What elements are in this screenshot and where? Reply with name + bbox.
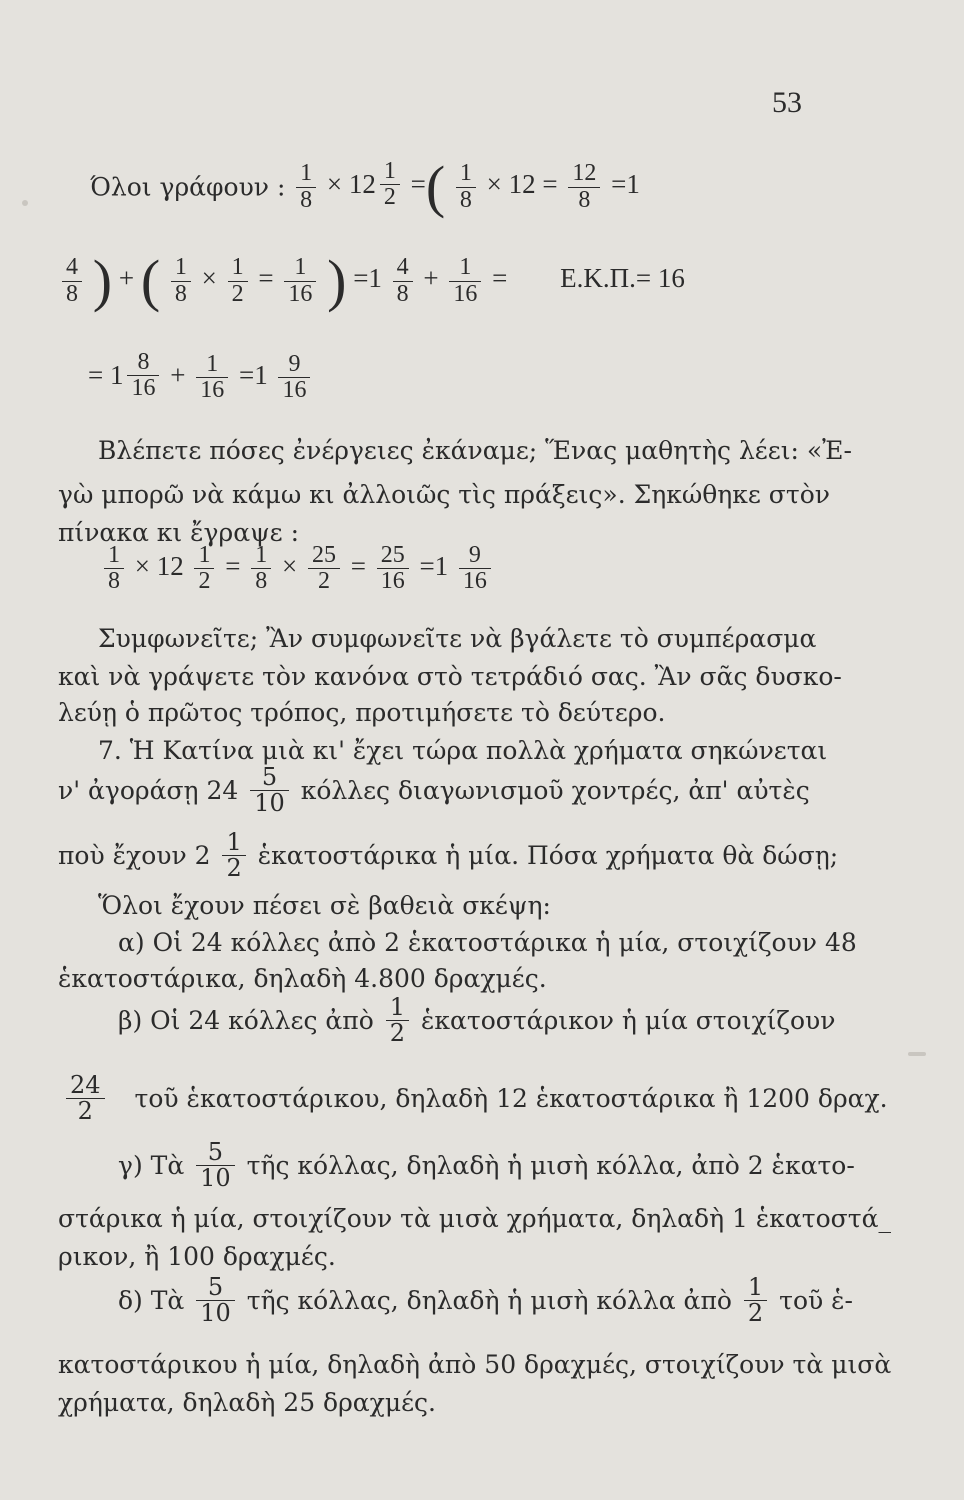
text-line: ν' ἀγοράσῃ 24 $\frac{5}{10}$ κόλλες διαγωνισμοῦ χοντρές, ἀπ' αὐτὲς bbox=[58, 763, 810, 818]
text-line: λεύῃ ὁ πρῶτος τρόπος, προτιμήσετε τὸ δεύτερο. bbox=[58, 698, 666, 727]
mixed-number: 12 1 2 bbox=[349, 159, 404, 210]
text-line: Βλέπετε πόσες ἐνέργειες ἐκάναμε; Ἕνας μαθητὴς λέει: «Ἐ- bbox=[98, 436, 852, 465]
fraction: $\frac{1}{2}$ bbox=[228, 255, 248, 306]
equation-3: = 1 8 16 + $\frac{1}{16}$ =1 $\frac{9}{16}$ bbox=[88, 350, 314, 404]
page-number: 53 bbox=[772, 86, 802, 119]
fraction: $\frac{12}{8}$ bbox=[568, 161, 600, 212]
fraction: $\frac{25}{16}$ bbox=[377, 543, 409, 594]
fraction: $\frac{1}{8}$ bbox=[104, 543, 124, 594]
text-line: χρήματα, δηλαδὴ 25 δραχμές. bbox=[58, 1388, 436, 1417]
fraction: $\frac{5}{10}$ bbox=[250, 765, 289, 816]
text-line: στάρικα ἡ μία, στοιχίζουν τὰ μισὰ χρήματα, δηλαδὴ 1 ἑκατοστά_ bbox=[58, 1204, 891, 1233]
equation-1: Όλοι γράφουν : $\frac{1}{8}$ × 12 1 2 =( $\frac{1}{8}$ × 12 = $\frac{12}{8}$ =1 bbox=[90, 154, 640, 219]
fraction: $\frac{1}{8}$ bbox=[296, 161, 316, 212]
fraction: $\frac{24}{2}$ bbox=[66, 1073, 105, 1124]
text-line: πίνακα κι ἔγραψε : bbox=[58, 518, 300, 547]
fraction: $\frac{1}{2}$ bbox=[222, 830, 245, 881]
fraction: $\frac{1}{8}$ bbox=[456, 161, 476, 212]
text-line: β) Οἱ 24 κόλλες ἀπὸ $\frac{1}{2}$ ἑκατοστάρικον ἡ μία στοιχίζουν bbox=[118, 993, 836, 1048]
fraction: $\frac{25}{2}$ bbox=[308, 543, 340, 594]
paren-open: ( bbox=[425, 154, 446, 219]
text-line: Ὅλοι ἔχουν πέσει σὲ βαθειὰ σκέψη: bbox=[98, 891, 551, 920]
fraction: $\frac{1}{16}$ bbox=[284, 255, 316, 306]
fraction: $\frac{9}{16}$ bbox=[278, 352, 310, 403]
fraction: $\frac{1}{2}$ bbox=[386, 995, 409, 1046]
fraction: $\frac{9}{16}$ bbox=[459, 543, 491, 594]
text-line: ἑκατοστάρικα, δηλαδὴ 4.800 δραχμές. bbox=[58, 964, 547, 993]
fraction: $\frac{1}{16}$ bbox=[196, 352, 228, 403]
text-line: ποὺ ἔχουν 2 $\frac{1}{2}$ ἑκατοστάρικα ἡ μία. Πόσα χρήματα θὰ δώσῃ; bbox=[58, 828, 839, 883]
text-line: γὼ μπορῶ νὰ κάμω κι ἀλλοιῶς τὶς πράξεις». Σηκώθηκε στὸν bbox=[58, 480, 830, 509]
equation-prefix: Όλοι γράφουν : bbox=[90, 172, 286, 202]
paper-speck bbox=[22, 200, 28, 206]
equation-4: $\frac{1}{8}$ × 12 $\frac{1}{2}$ = $\frac{1}{8}$ × $\frac{25}{2}$ = $\frac{25}{16}$ =1 $\frac{9}{16}$ bbox=[100, 543, 495, 594]
text-line: γ) Τὰ $\frac{5}{10}$ τῆς κόλλας, δηλαδὴ ἡ μισὴ κόλλα, ἀπὸ 2 ἑκατο- bbox=[118, 1138, 855, 1193]
fraction: $\frac{5}{10}$ bbox=[196, 1275, 235, 1326]
text-line: καὶ νὰ γράψετε τὸν κανόνα στὸ τετράδιό σας. Ἂν σᾶς δυσκο- bbox=[58, 662, 842, 691]
fraction: $\frac{1}{8}$ bbox=[251, 543, 271, 594]
text-line: δ) Τὰ $\frac{5}{10}$ τῆς κόλλας, δηλαδὴ ἡ μισὴ κόλλα ἀπὸ $\frac{1}{2}$ τοῦ ἑ- bbox=[118, 1273, 853, 1328]
text-line: $\frac{24}{2}$ τοῦ ἑκατοστάρικου, δηλαδὴ 12 ἑκατοστάρικα ἢ 1200 δραχ. bbox=[62, 1073, 888, 1124]
fraction: $\frac{1}{2}$ bbox=[194, 543, 214, 594]
fraction: $\frac{1}{2}$ bbox=[744, 1275, 767, 1326]
text-line: Συμφωνεῖτε; Ἂν συμφωνεῖτε νὰ βγάλετε τὸ συμπέρασμα bbox=[98, 624, 817, 653]
fraction: $\frac{1}{16}$ bbox=[449, 255, 481, 306]
text-line: κατοστάρικου ἡ μία, δηλαδὴ ἀπὸ 50 δραχμές, στοιχίζουν τὰ μισὰ bbox=[58, 1350, 892, 1379]
text-line: ρικον, ἢ 100 δραχμές. bbox=[58, 1242, 336, 1271]
fraction: $\frac{4}{8}$ bbox=[62, 255, 82, 306]
mixed-number: 1 8 16 bbox=[110, 350, 164, 401]
fraction: $\frac{4}{8}$ bbox=[393, 255, 413, 306]
fraction: $\frac{5}{10}$ bbox=[196, 1140, 235, 1191]
text-line: α) Οἱ 24 κόλλες ἀπὸ 2 ἑκατοστάρικα ἡ μία, στοιχίζουν 48 bbox=[118, 928, 857, 957]
problem-7-heading: 7. Ἡ Κατίνα μιὰ κι' ἔχει τώρα πολλὰ χρήματα σηκώνεται bbox=[98, 736, 828, 765]
paper-speck bbox=[908, 1052, 926, 1056]
lcm-label: Ε.Κ.Π.= 16 bbox=[560, 263, 685, 294]
equation-2: $\frac{4}{8}$ ) + ( $\frac{1}{8}$ × $\frac{1}{2}$ = $\frac{1}{16}$ ) =1 $\frac{4}{8}$ + $\frac{1}{16}$ = Ε.Κ.Π.= 16 bbox=[58, 252, 685, 310]
fraction: $\frac{1}{8}$ bbox=[171, 255, 191, 306]
